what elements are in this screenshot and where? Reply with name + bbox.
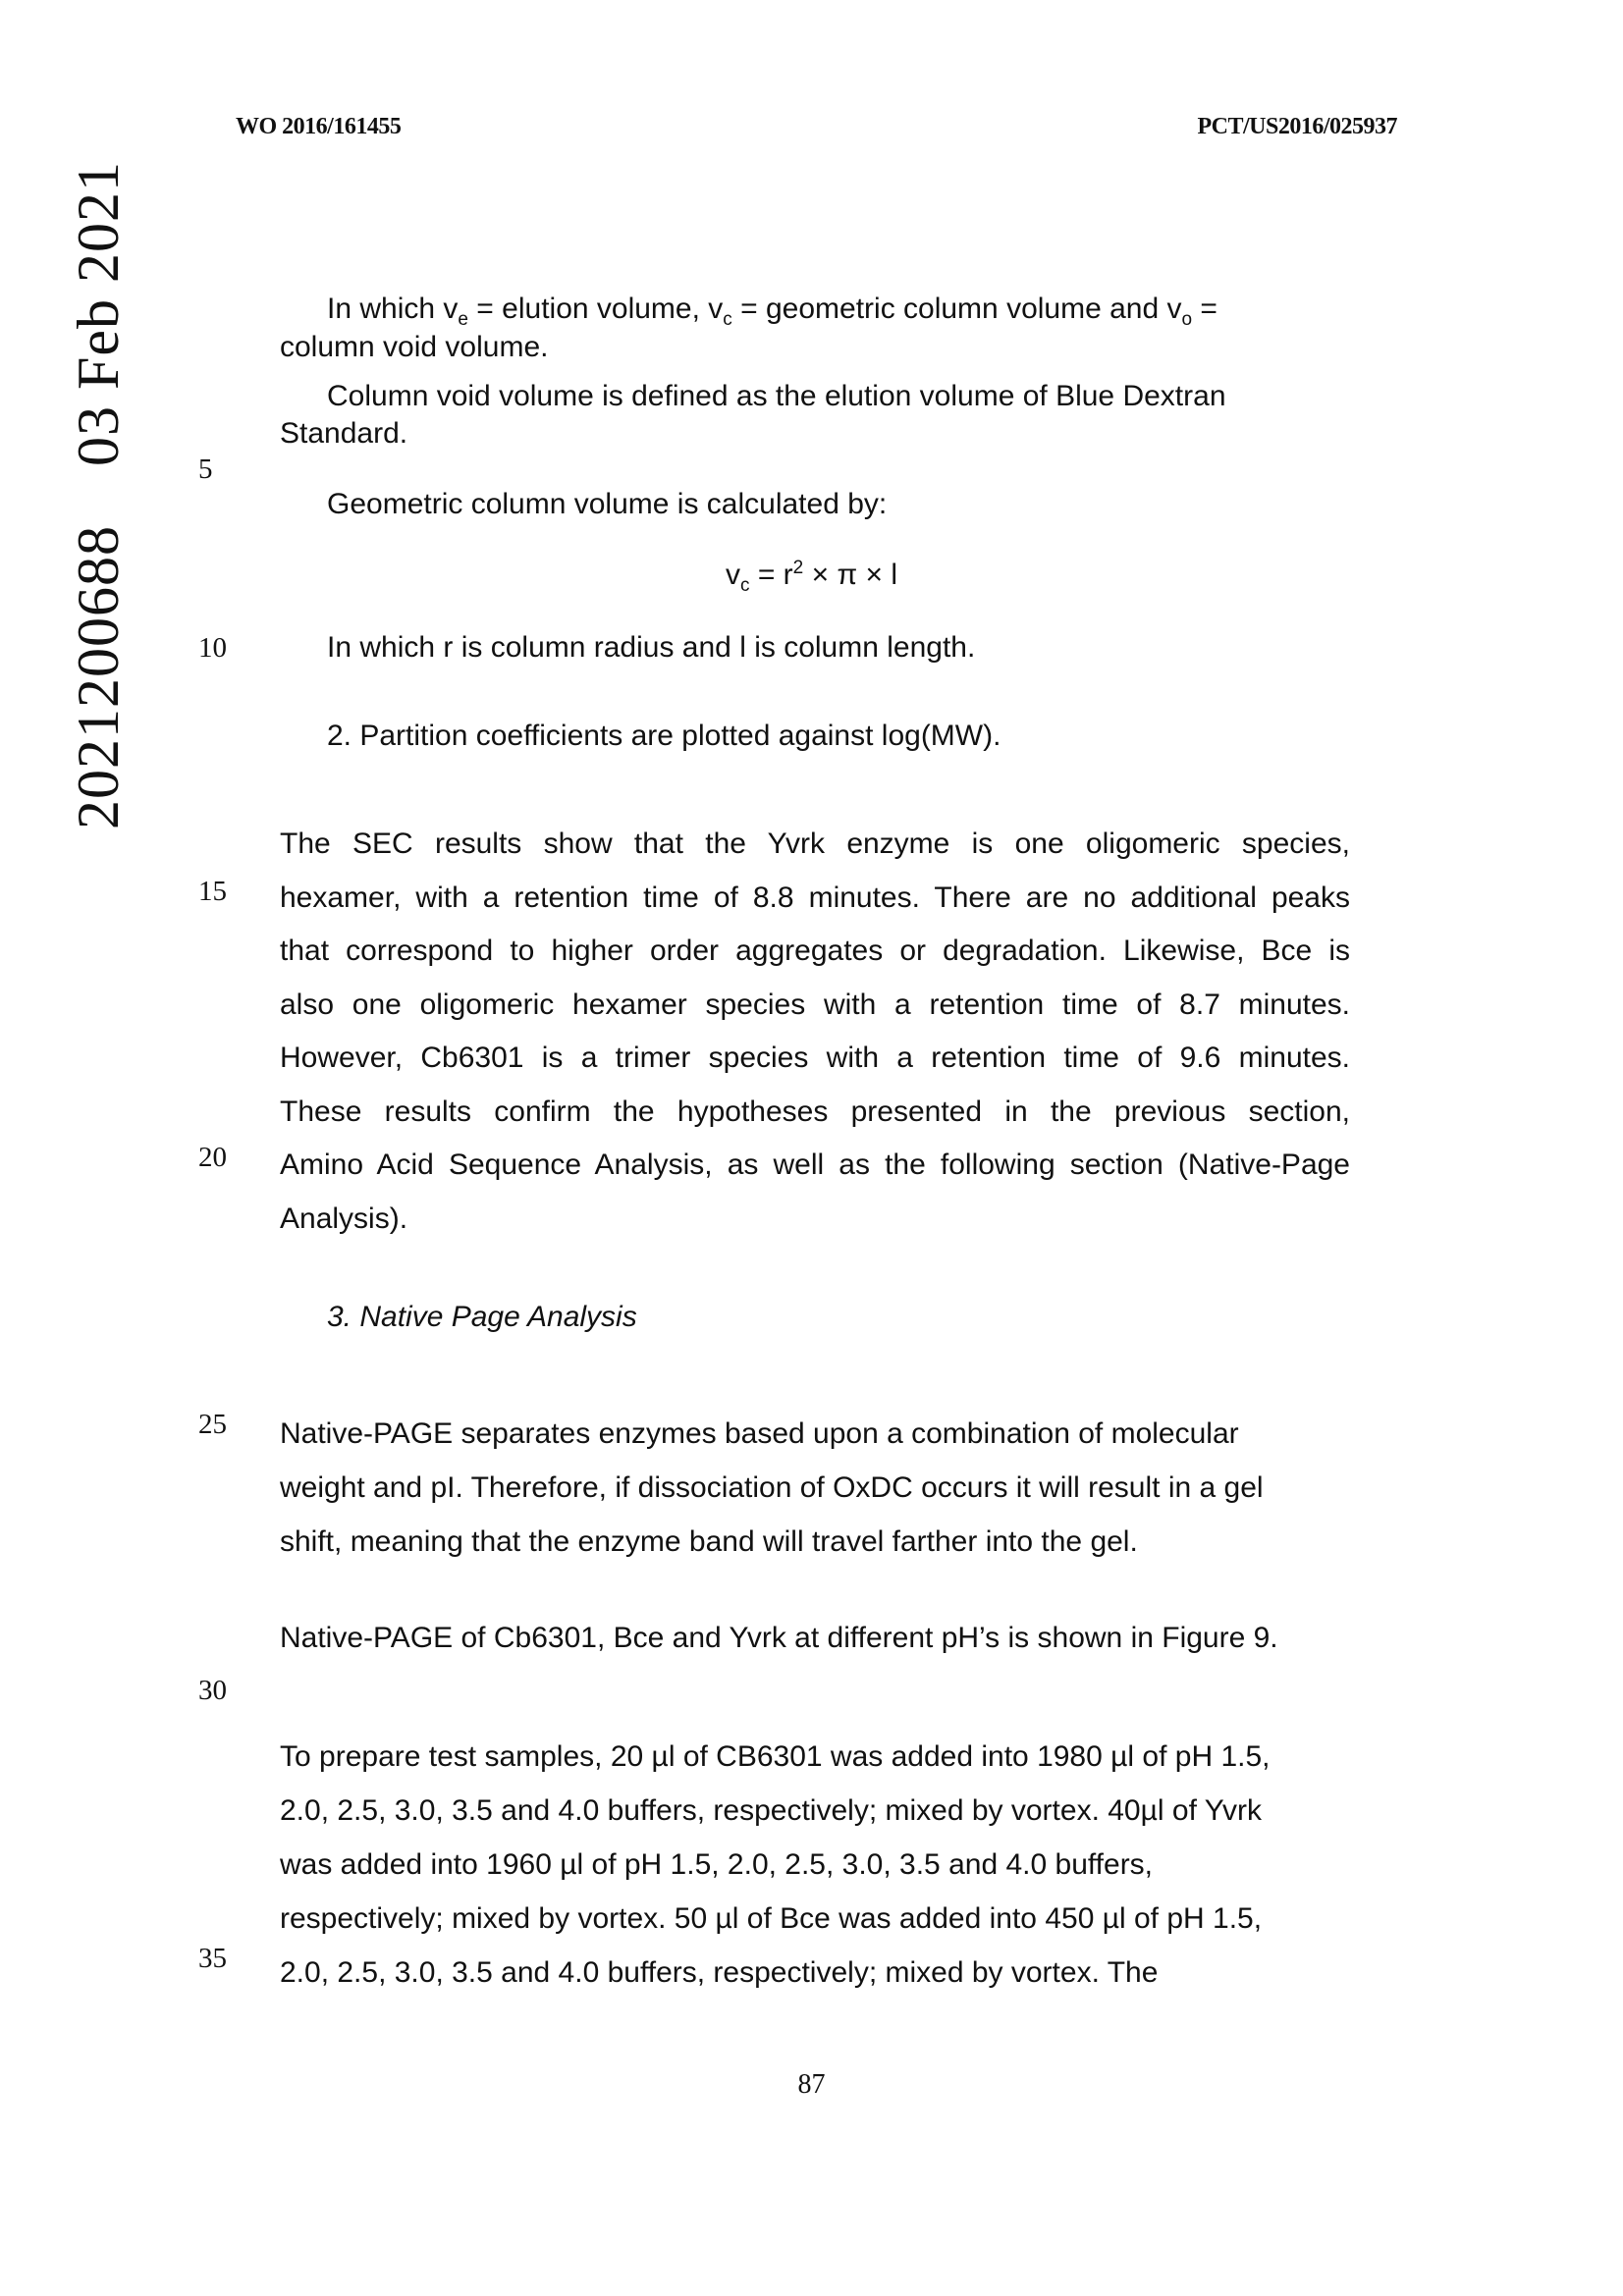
- line-number: 15: [198, 876, 227, 907]
- side-stamp: [65, 161, 133, 829]
- text-line: respectively; mixed by vortex. 50 µl of Bce was added into 450 µl of pH 1.5,: [280, 1902, 1263, 1935]
- text-line: Amino Acid Sequence Analysis, as well as the following section (Native-Page: [280, 1148, 1350, 1181]
- side-stamp-document-number: 2021200688: [66, 525, 131, 829]
- text-line: 2.0, 2.5, 3.0, 3.5 and 4.0 buffers, respectively; mixed by vortex. The: [280, 1956, 1159, 1989]
- text-line: hexamer, with a retention time of 8.8 minutes. There are no additional peaks: [280, 881, 1350, 914]
- text-line: Native-PAGE separates enzymes based upon a combination of molecular: [280, 1417, 1239, 1450]
- application-number: PCT/US2016/025937: [1197, 114, 1397, 139]
- line-number: 30: [198, 1675, 227, 1706]
- text-line: However, Cb6301 is a trimer species with a retention time of 9.6 minutes.: [280, 1041, 1350, 1074]
- text-line: To prepare test samples, 20 µl of CB6301 was added into 1980 µl of pH 1.5,: [280, 1740, 1271, 1773]
- step-2-text: 2. Partition coefficients are plotted against log(MW).: [327, 720, 1001, 752]
- section-heading: 3. Native Page Analysis: [327, 1301, 637, 1333]
- text-line: shift, meaning that the enzyme band will travel farther into the gel.: [280, 1525, 1138, 1558]
- text-line: Analysis).: [280, 1201, 408, 1235]
- text-line: 2.0, 2.5, 3.0, 3.5 and 4.0 buffers, respectively; mixed by vortex. 40µl of Yvrk: [280, 1794, 1263, 1827]
- line-number: 35: [198, 1943, 227, 1974]
- text-line: The SEC results show that the Yvrk enzyme is one oligomeric species,: [280, 828, 1350, 860]
- column-volume-formula: $v_c = r^2 \times \pi \times l$: [725, 558, 897, 596]
- void-volume-paragraph-continued: Standard.: [280, 417, 408, 450]
- void-volume-paragraph: Column void volume is defined as the elution volume of Blue Dextran: [327, 380, 1226, 412]
- line-number: 25: [198, 1409, 227, 1440]
- definition-paragraph-continued: column void volume.: [280, 331, 549, 363]
- text-line: These results confirm the hypotheses presented in the previous section,: [280, 1095, 1350, 1128]
- native-page-paragraph: [280, 1407, 1350, 1569]
- sample-prep-paragraph: [280, 1730, 1350, 2000]
- text-line: also one oligomeric hexamer species with a retention time of 8.7 minutes.: [280, 988, 1350, 1021]
- side-stamp-date: 03 Feb 2021: [66, 161, 131, 466]
- publication-number: WO 2016/161455: [236, 114, 402, 139]
- figure-reference: Native-PAGE of Cb6301, Bce and Yvrk at different pH’s is shown in Figure 9.: [280, 1622, 1278, 1654]
- text-line: that correspond to higher order aggregates or degradation. Likewise, Bce is: [280, 934, 1350, 967]
- line-number: 20: [198, 1142, 227, 1173]
- geometric-volume-intro: Geometric column volume is calculated by:: [327, 488, 888, 520]
- sec-results-paragraph: [280, 818, 1350, 1246]
- line-number: 5: [198, 454, 213, 485]
- definition-paragraph: In which $v_e$ = elution volume, $v_c$ = geometric column volume and $v_o$ =: [327, 293, 1217, 330]
- page-number: 87: [797, 2069, 826, 2100]
- text-line: was added into 1960 µl of pH 1.5, 2.0, 2.5, 3.0, 3.5 and 4.0 buffers,: [280, 1848, 1154, 1881]
- radius-length-note: In which r is column radius and l is column length.: [327, 631, 976, 664]
- line-number: 10: [198, 632, 227, 664]
- text-line: weight and pI. Therefore, if dissociation of OxDC occurs it will result in a gel: [280, 1471, 1264, 1504]
